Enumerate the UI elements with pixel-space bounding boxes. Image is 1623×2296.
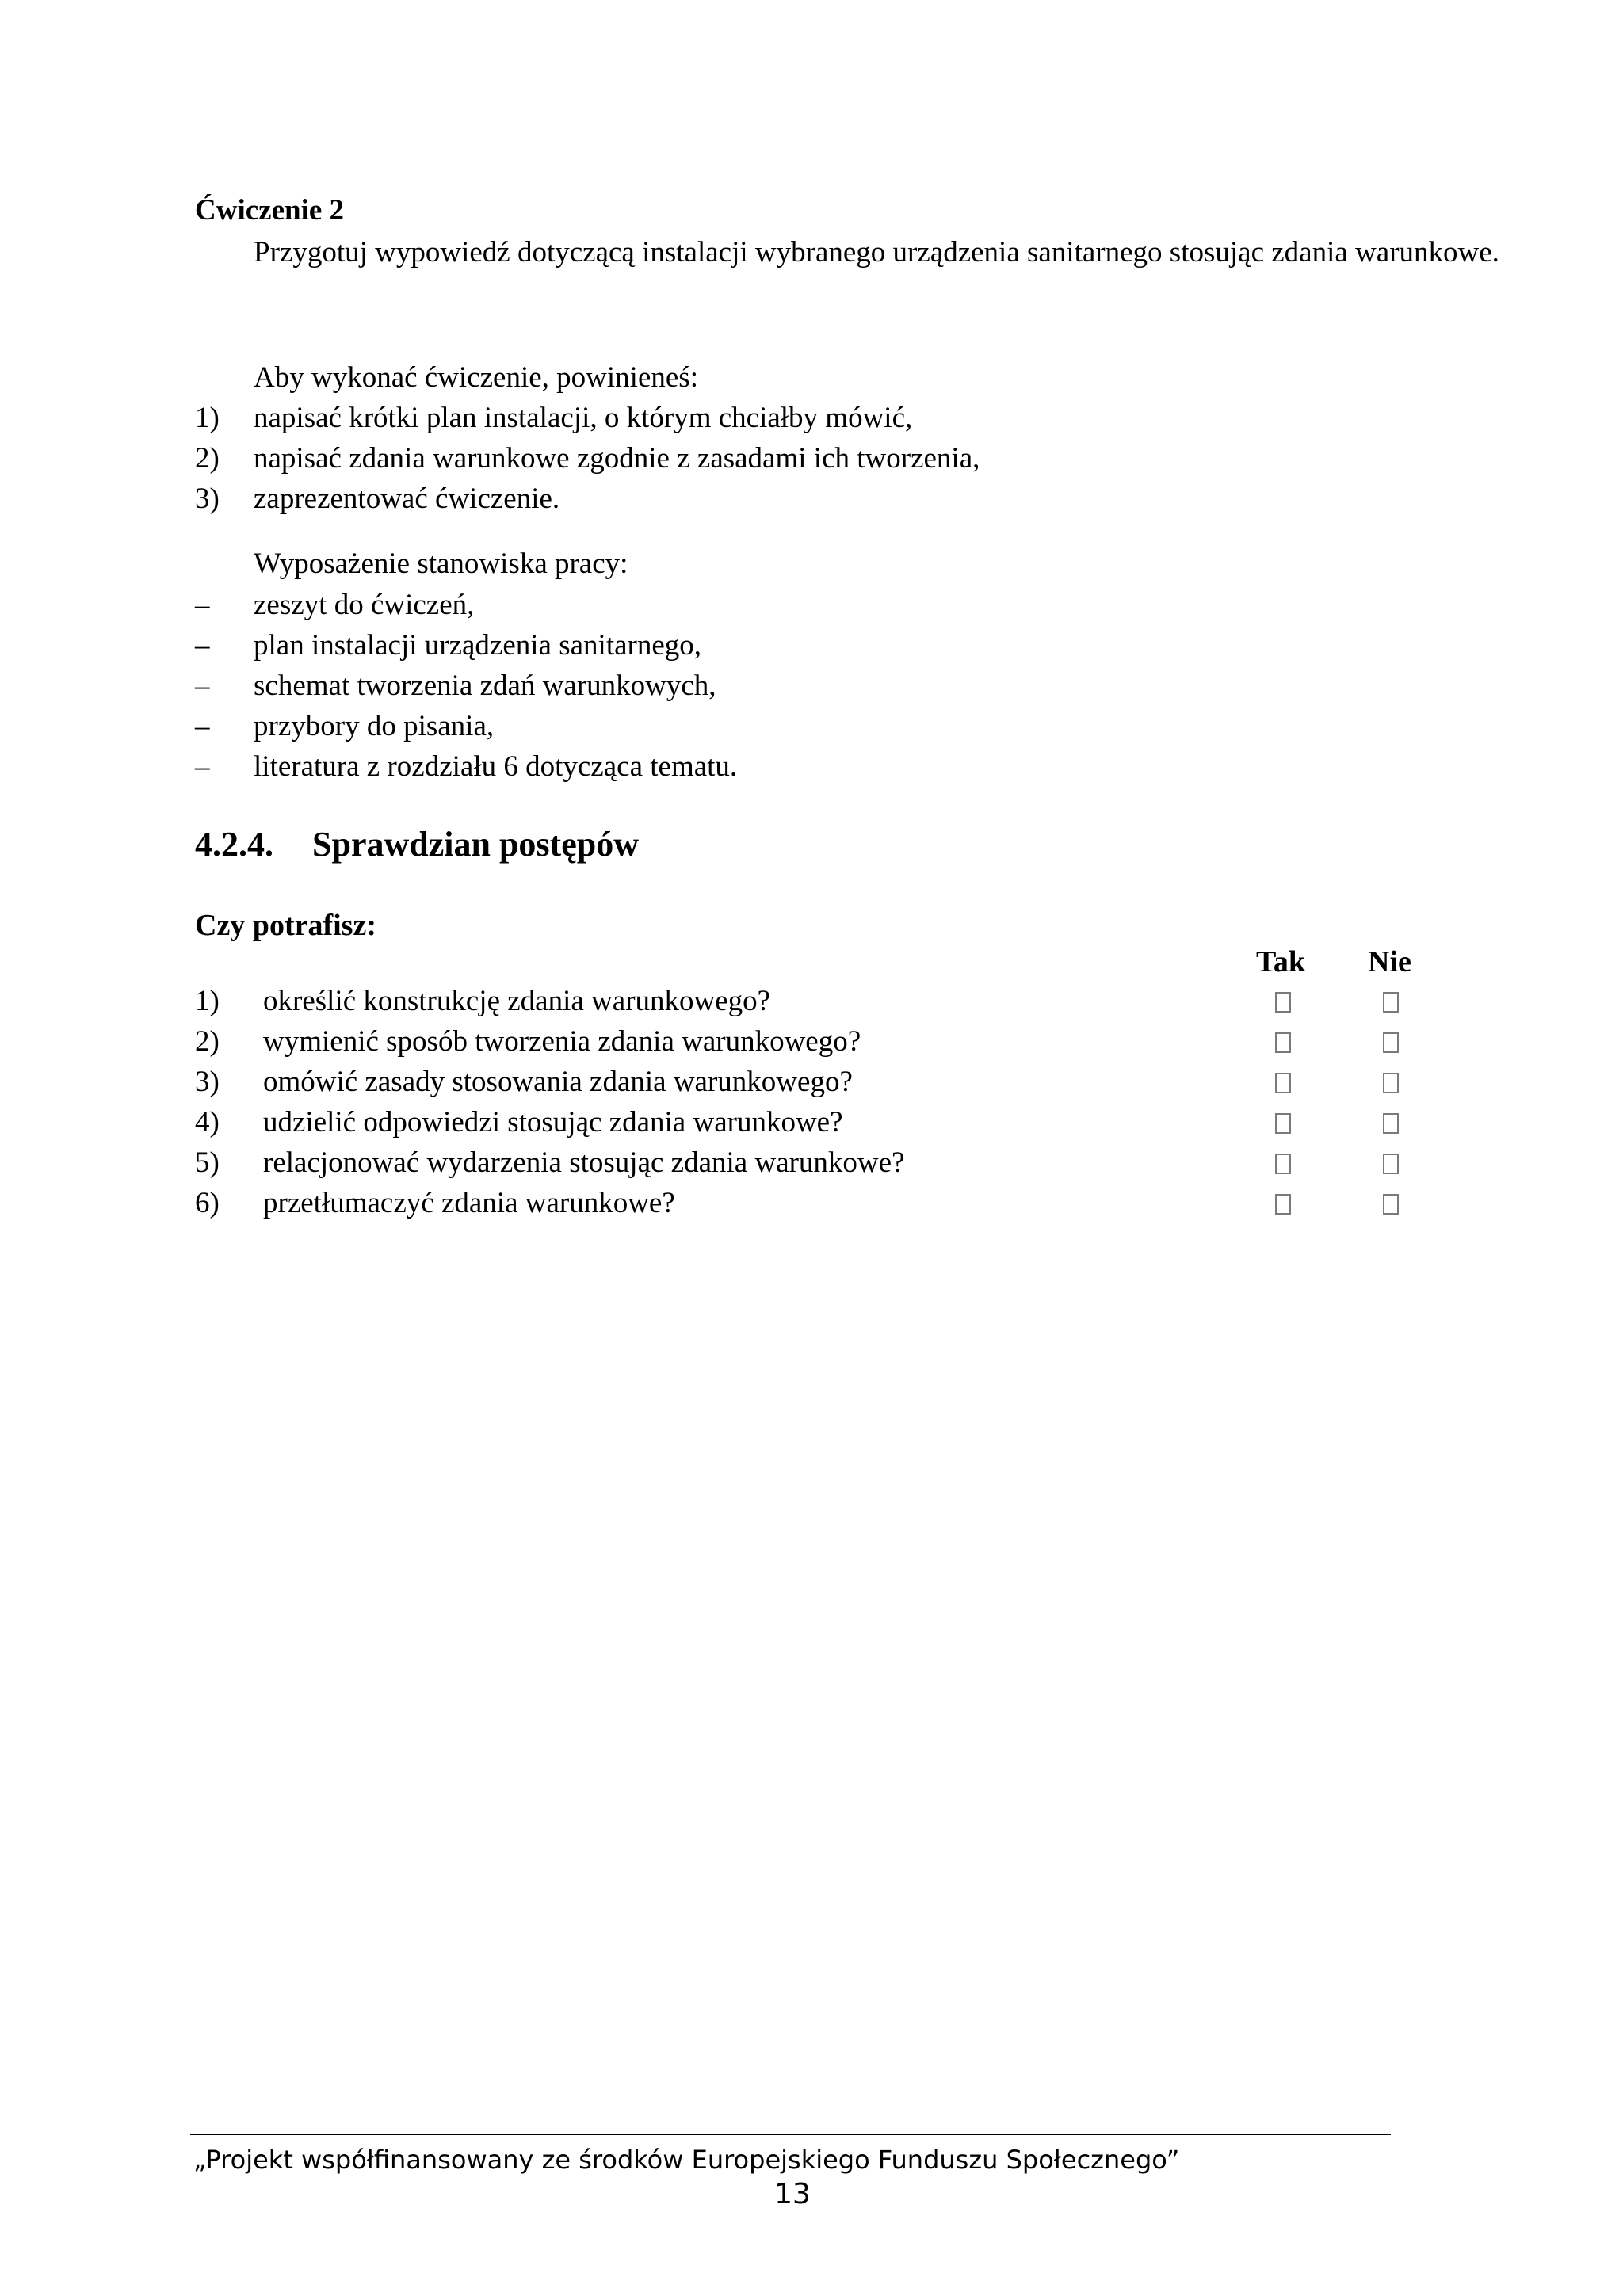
question-text: omówić zasady stosowania zdania warunkowego? (263, 1066, 853, 1098)
question-text: relacjonować wydarzenia stosując zdania warunkowe? (263, 1146, 905, 1179)
section-heading (195, 824, 639, 865)
yes-checkbox[interactable] (1275, 1032, 1291, 1053)
no-checkbox[interactable] (1383, 1073, 1399, 1093)
page-number: 13 (774, 2178, 811, 2210)
step-number: 2) (195, 442, 220, 475)
steps-intro: Aby wykonać ćwiczenie, powinieneś: (254, 361, 698, 394)
step-number: 1) (195, 402, 220, 434)
equipment-bullet: – (195, 629, 210, 662)
question-text: wymienić sposób tworzenia zdania warunkowego? (263, 1025, 861, 1058)
question-number: 6) (195, 1187, 220, 1219)
section-number: 4.2.4. (195, 825, 273, 864)
question-text: udzielić odpowiedzi stosując zdania warunkowe? (263, 1106, 843, 1138)
footer-divider (190, 2134, 1391, 2135)
yes-checkbox[interactable] (1275, 1073, 1291, 1093)
equipment-bullet: – (195, 589, 210, 621)
equipment-item: plan instalacji urządzenia sanitarnego, (254, 629, 702, 662)
equipment-bullet: – (195, 669, 210, 702)
step-text: zaprezentować ćwiczenie. (254, 482, 560, 515)
equipment-bullet: – (195, 750, 210, 783)
no-checkbox[interactable] (1383, 1194, 1399, 1215)
yes-checkbox[interactable] (1275, 992, 1291, 1013)
equipment-bullet: – (195, 710, 210, 742)
exercise-task (195, 233, 1499, 273)
equipment-item: zeszyt do ćwiczeń, (254, 589, 475, 621)
no-checkbox[interactable] (1383, 992, 1399, 1013)
exercise-title: Ćwiczenie 2 (195, 194, 345, 227)
yes-checkbox[interactable] (1275, 1154, 1291, 1174)
column-header-no: Nie (1368, 945, 1411, 978)
yes-checkbox[interactable] (1275, 1113, 1291, 1134)
no-checkbox[interactable] (1383, 1154, 1399, 1174)
yes-checkbox[interactable] (1275, 1194, 1291, 1215)
question-number: 4) (195, 1106, 220, 1138)
question-text: przetłumaczyć zdania warunkowe? (263, 1187, 675, 1219)
question-text: określić konstrukcję zdania warunkowego? (263, 985, 771, 1017)
step-text: napisać krótki plan instalacji, o którym chciałby mówić, (254, 402, 913, 434)
equipment-item: schemat tworzenia zdań warunkowych, (254, 669, 716, 702)
no-checkbox[interactable] (1383, 1032, 1399, 1053)
equipment-item: literatura z rozdziału 6 dotycząca tematu. (254, 750, 738, 783)
step-text: napisać zdania warunkowe zgodnie z zasadami ich tworzenia, (254, 442, 980, 475)
exercise-task-text: Przygotuj wypowiedź dotyczącą instalacji wybranego urządzenia sanitarnego stosując zdania warunkowe. (254, 236, 1499, 269)
question-heading: Czy potrafisz: (195, 909, 376, 942)
question-number: 1) (195, 985, 220, 1017)
question-number: 3) (195, 1066, 220, 1098)
question-number: 5) (195, 1146, 220, 1179)
footer-text: „Projekt współfinansowany ze środków Europejskiego Funduszu Społecznego” (193, 2145, 1180, 2175)
equipment-item: przybory do pisania, (254, 710, 495, 742)
equipment-intro: Wyposażenie stanowiska pracy: (254, 547, 628, 580)
column-header-yes: Tak (1256, 945, 1305, 978)
section-title: Sprawdzian postępów (312, 825, 639, 864)
question-number: 2) (195, 1025, 220, 1058)
no-checkbox[interactable] (1383, 1113, 1399, 1134)
step-number: 3) (195, 482, 220, 515)
